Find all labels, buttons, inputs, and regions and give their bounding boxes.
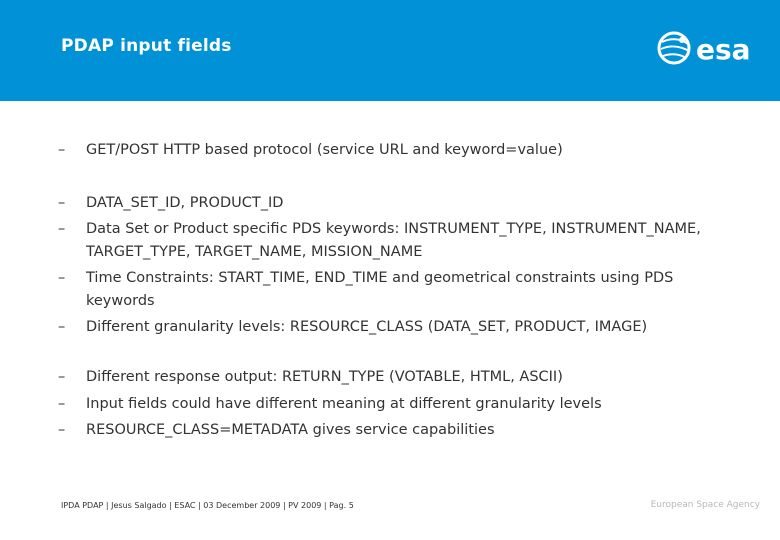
bullet-text: DATA_SET_ID, PRODUCT_ID (86, 195, 284, 211)
bullet-marker: – (58, 369, 66, 385)
bullet-text: Time Constraints: START_TIME, END_TIME and geometrical constraints using PDS keywords (86, 270, 674, 309)
slide-title: PDAP input fields (61, 36, 232, 56)
list-item (58, 419, 726, 442)
list-item (58, 218, 726, 264)
bullet-text: Data Set or Product specific PDS keywords: INSTRUMENT_TYPE, INSTRUMENT_NAME, TARGET_TYPE, TARGET_NAME, MISSION_NAME (86, 221, 701, 260)
list-item (58, 139, 726, 162)
footer-agency-name: European Space Agency (650, 500, 760, 510)
bullet-marker: – (58, 142, 66, 158)
bullet-marker: – (58, 422, 66, 438)
bullet-marker: – (58, 221, 66, 237)
bullet-text: Different granularity levels: RESOURCE_CLASS (DATA_SET, PRODUCT, IMAGE) (86, 319, 648, 335)
bullet-text: RESOURCE_CLASS=METADATA gives service capabilities (86, 422, 495, 438)
list-item (58, 393, 726, 416)
bullet-marker: – (58, 195, 66, 211)
bullet-text: GET/POST HTTP based protocol (service URL and keyword=value) (86, 142, 563, 158)
bullet-text: Different response output: RETURN_TYPE (VOTABLE, HTML, ASCII) (86, 369, 563, 385)
list-item (58, 316, 726, 339)
bullet-marker: – (58, 396, 66, 412)
bullet-text: Input fields could have different meaning at different granularity levels (86, 396, 602, 412)
bullet-marker: – (58, 270, 66, 286)
footer-text: IPDA PDAP | Jesus Salgado | ESAC | 03 December 2009 | PV 2009 | Pag. 5 (61, 501, 354, 510)
logo-wordmark: esa (696, 33, 751, 66)
list-item (58, 366, 726, 389)
list-item (58, 267, 726, 313)
list-item (58, 192, 726, 215)
bullet-marker: – (58, 319, 66, 335)
